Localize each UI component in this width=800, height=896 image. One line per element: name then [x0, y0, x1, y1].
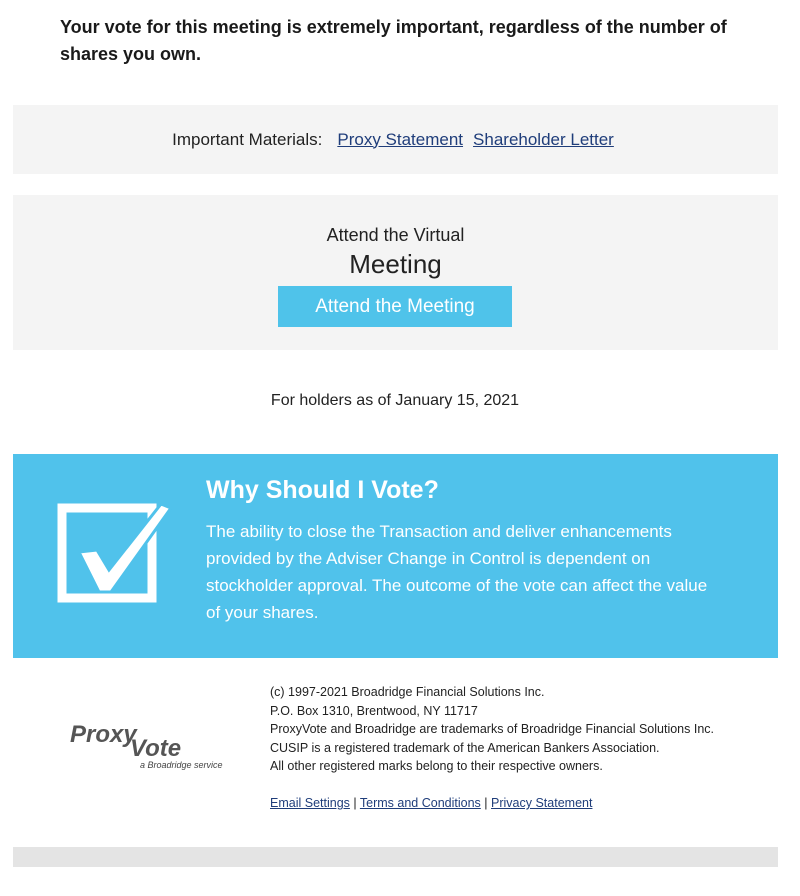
privacy-statement-link[interactable]: Privacy Statement — [491, 796, 593, 810]
logo-word-vote: Vote — [130, 735, 182, 762]
why-vote-panel — [13, 454, 778, 658]
materials-label: Important Materials: — [172, 129, 323, 149]
link-separator: | — [353, 796, 357, 810]
copyright-line: (c) 1997-2021 Broadridge Financial Solutions Inc. — [270, 685, 545, 699]
registered-marks-line: All other registered marks belong to their respective owners. — [270, 759, 603, 773]
proxy-statement-link[interactable]: Proxy Statement — [337, 129, 464, 149]
attend-heading-line1: Attend the Virtual — [326, 225, 465, 245]
bottom-bar — [13, 847, 778, 867]
logo-word-proxy: Proxy — [70, 721, 137, 748]
attend-meeting-panel — [13, 195, 778, 350]
footer-legal-text — [270, 683, 750, 776]
trademark-line: ProxyVote and Broadridge are trademarks of Broadridge Financial Solutions Inc. CUSIP is a registered trademark of the American Bankers Association. — [270, 722, 714, 755]
shareholder-letter-link[interactable]: Shareholder Letter — [473, 129, 614, 149]
attend-heading-line2: Meeting — [349, 249, 442, 279]
why-vote-text: The ability to close the Transaction and deliver enhancements provided by the Adviser Change in Control is dependent on stockholder approval. The outcome of the vote can affect the value of your shares. — [206, 522, 708, 622]
footer-links — [270, 796, 592, 810]
attend-meeting-button[interactable]: Attend the Meeting — [278, 286, 512, 327]
checkbox-check-icon — [57, 500, 175, 604]
proxyvote-logo — [70, 720, 230, 772]
important-materials-bar — [13, 105, 778, 174]
address-line: P.O. Box 1310, Brentwood, NY 11717 — [270, 703, 478, 718]
email-settings-link[interactable]: Email Settings — [270, 796, 350, 810]
why-vote-title: Why Should I Vote? — [206, 476, 439, 504]
headline: Your vote for this meeting is extremely important, regardless of the number of shares you own. — [60, 17, 727, 64]
terms-and-conditions-link[interactable]: Terms and Conditions — [359, 796, 481, 810]
holders-date-text: For holders as of January 15, 2021 — [270, 392, 520, 409]
logo-tagline: a Broadridge service — [140, 760, 223, 770]
link-separator: | — [484, 796, 488, 810]
